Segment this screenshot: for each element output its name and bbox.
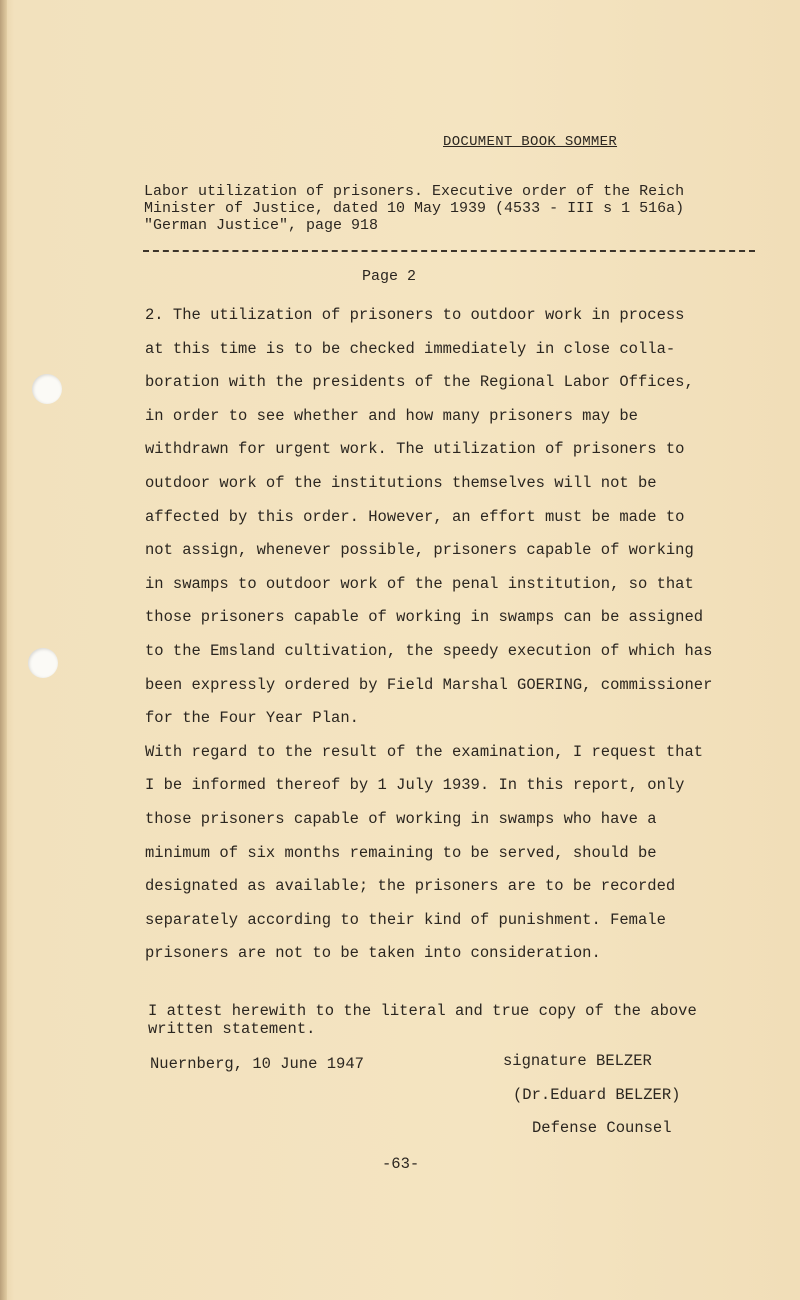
body-line: 2. The utilization of prisoners to outdoor work in process bbox=[145, 306, 685, 324]
body-line: outdoor work of the institutions themselves will not be bbox=[145, 473, 657, 492]
body-line: minimum of six months remaining to be served, should be bbox=[145, 843, 657, 862]
attestation-line: I attest herewith to the literal and true copy of the above bbox=[148, 1002, 697, 1020]
signatory-role: Defense Counsel bbox=[532, 1119, 672, 1137]
page-number: -63- bbox=[382, 1155, 420, 1173]
body-line: With regard to the result of the examination, I request that bbox=[145, 742, 704, 761]
body-line: at this time is to be checked immediately in close colla- bbox=[145, 339, 676, 358]
body-line: I be informed thereof by 1 July 1939. In this report, only bbox=[145, 776, 685, 795]
body-line: to the Emsland cultivation, the speedy execution of which has bbox=[145, 641, 713, 660]
body-line: in swamps to outdoor work of the penal institution, so that bbox=[145, 574, 694, 593]
signature: signature BELZER bbox=[503, 1052, 652, 1070]
body-line: designated as available; the prisoners are to be recorded bbox=[145, 877, 676, 896]
body-text bbox=[145, 299, 770, 971]
document-heading bbox=[144, 183, 759, 234]
paper-left-edge bbox=[0, 0, 7, 1300]
page-label: Page 2 bbox=[362, 268, 417, 285]
body-line: boration with the presidents of the Regional Labor Offices, bbox=[145, 373, 694, 392]
punch-hole bbox=[32, 374, 62, 404]
body-line: withdrawn for urgent work. The utilization of prisoners to bbox=[145, 440, 685, 459]
body-line: been expressly ordered by Field Marshal GOERING, commissioner bbox=[145, 675, 713, 694]
body-line: prisoners are not to be taken into consideration. bbox=[145, 944, 601, 963]
body-line: separately according to their kind of punishment. Female bbox=[145, 910, 666, 929]
attestation bbox=[148, 1002, 758, 1038]
punch-hole bbox=[28, 648, 58, 678]
body-line: for the Four Year Plan. bbox=[145, 709, 359, 728]
attestation-line: written statement. bbox=[148, 1020, 316, 1038]
body-line: those prisoners capable of working in swamps who have a bbox=[145, 809, 657, 828]
heading-line: "German Justice", page 918 bbox=[144, 217, 379, 234]
separator-line bbox=[143, 250, 755, 252]
body-line: in order to see whether and how many prisoners may be bbox=[145, 406, 638, 425]
body-line: not assign, whenever possible, prisoners capable of working bbox=[145, 541, 694, 560]
body-line: those prisoners capable of working in swamps can be assigned bbox=[145, 608, 704, 627]
body-line: affected by this order. However, an effort must be made to bbox=[145, 507, 685, 526]
document-book-title: DOCUMENT BOOK SOMMER bbox=[443, 134, 618, 150]
heading-line: Labor utilization of prisoners. Executive order of the Reich bbox=[144, 183, 685, 200]
signatory-name: (Dr.Eduard BELZER) bbox=[513, 1086, 681, 1104]
place-date: Nuernberg, 10 June 1947 bbox=[150, 1055, 364, 1073]
heading-line: Minister of Justice, dated 10 May 1939 (4533 - III s 1 516a) bbox=[144, 200, 685, 217]
